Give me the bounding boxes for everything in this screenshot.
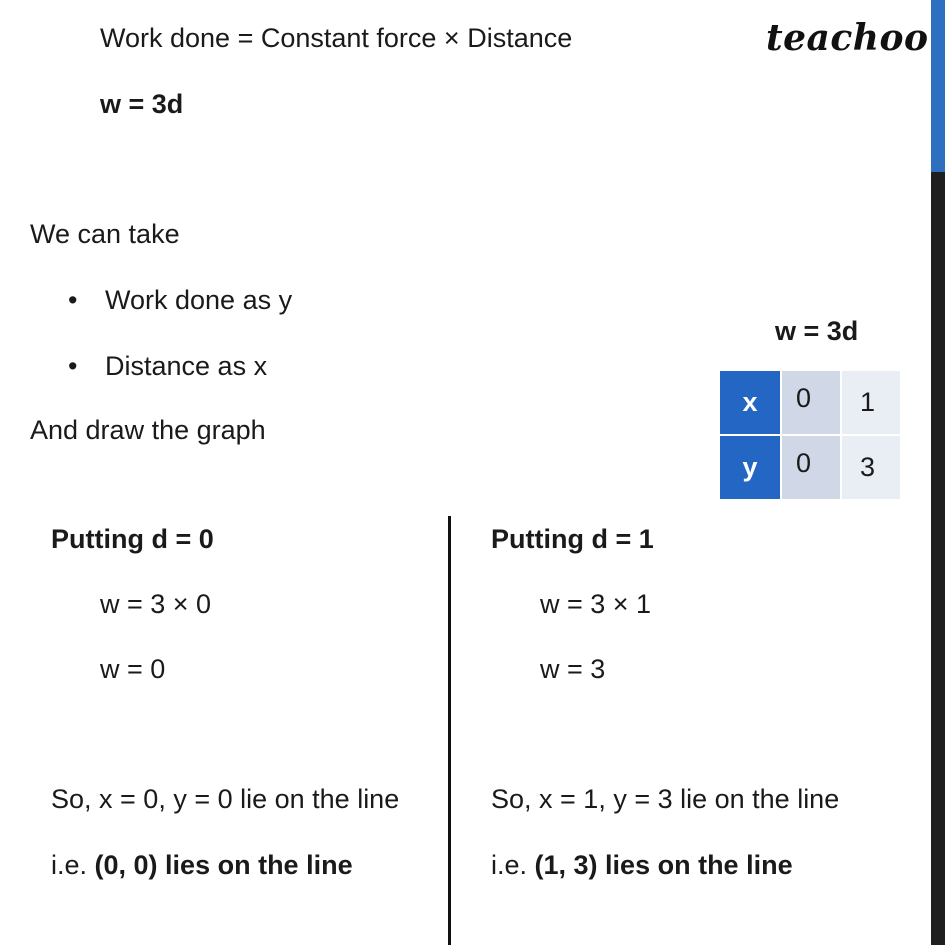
- draw-graph-text: And draw the graph: [30, 415, 266, 445]
- table-title: w = 3d: [775, 316, 859, 346]
- ie-prefix: i.e.: [51, 850, 95, 880]
- table-cell: 1: [841, 370, 901, 435]
- left-ie-line: [51, 848, 353, 882]
- left-case-heading: Putting d = 0: [51, 524, 214, 554]
- we-can-take-heading: We can take: [30, 219, 180, 249]
- equation-w-3d: w = 3d: [100, 89, 184, 119]
- bullet-work-done-as-y: Work done as y: [105, 285, 293, 315]
- column-divider: [448, 516, 451, 945]
- scrollbar-thumb[interactable]: [931, 0, 945, 172]
- right-conclusion: So, x = 1, y = 3 lie on the line: [491, 784, 840, 814]
- left-conclusion: So, x = 0, y = 0 lie on the line: [51, 784, 400, 814]
- bullet-icon: •: [68, 351, 78, 381]
- left-step-1: w = 3 × 0: [100, 589, 212, 619]
- table-cell: 0: [781, 370, 841, 435]
- row-header-x: x: [719, 370, 781, 435]
- bullet-icon: •: [68, 285, 78, 315]
- right-ie-line: [491, 848, 793, 882]
- xy-values-table: [718, 369, 902, 501]
- right-case-heading: Putting d = 1: [491, 524, 654, 554]
- row-header-y: y: [719, 435, 781, 500]
- right-step-2: w = 3: [540, 654, 606, 684]
- table-row: [719, 370, 901, 435]
- work-done-formula: Work done = Constant force × Distance: [100, 23, 573, 53]
- table-cell: 3: [841, 435, 901, 500]
- left-point-result: (0, 0) lies on the line: [94, 850, 353, 880]
- left-step-2: w = 0: [100, 654, 166, 684]
- right-step-1: w = 3 × 1: [540, 589, 652, 619]
- ie-prefix: i.e.: [491, 850, 535, 880]
- right-point-result: (1, 3) lies on the line: [534, 850, 793, 880]
- table-cell: 0: [781, 435, 841, 500]
- teachoo-logo: teachoo: [766, 17, 929, 59]
- table-row: [719, 435, 901, 500]
- bullet-distance-as-x: Distance as x: [105, 351, 268, 381]
